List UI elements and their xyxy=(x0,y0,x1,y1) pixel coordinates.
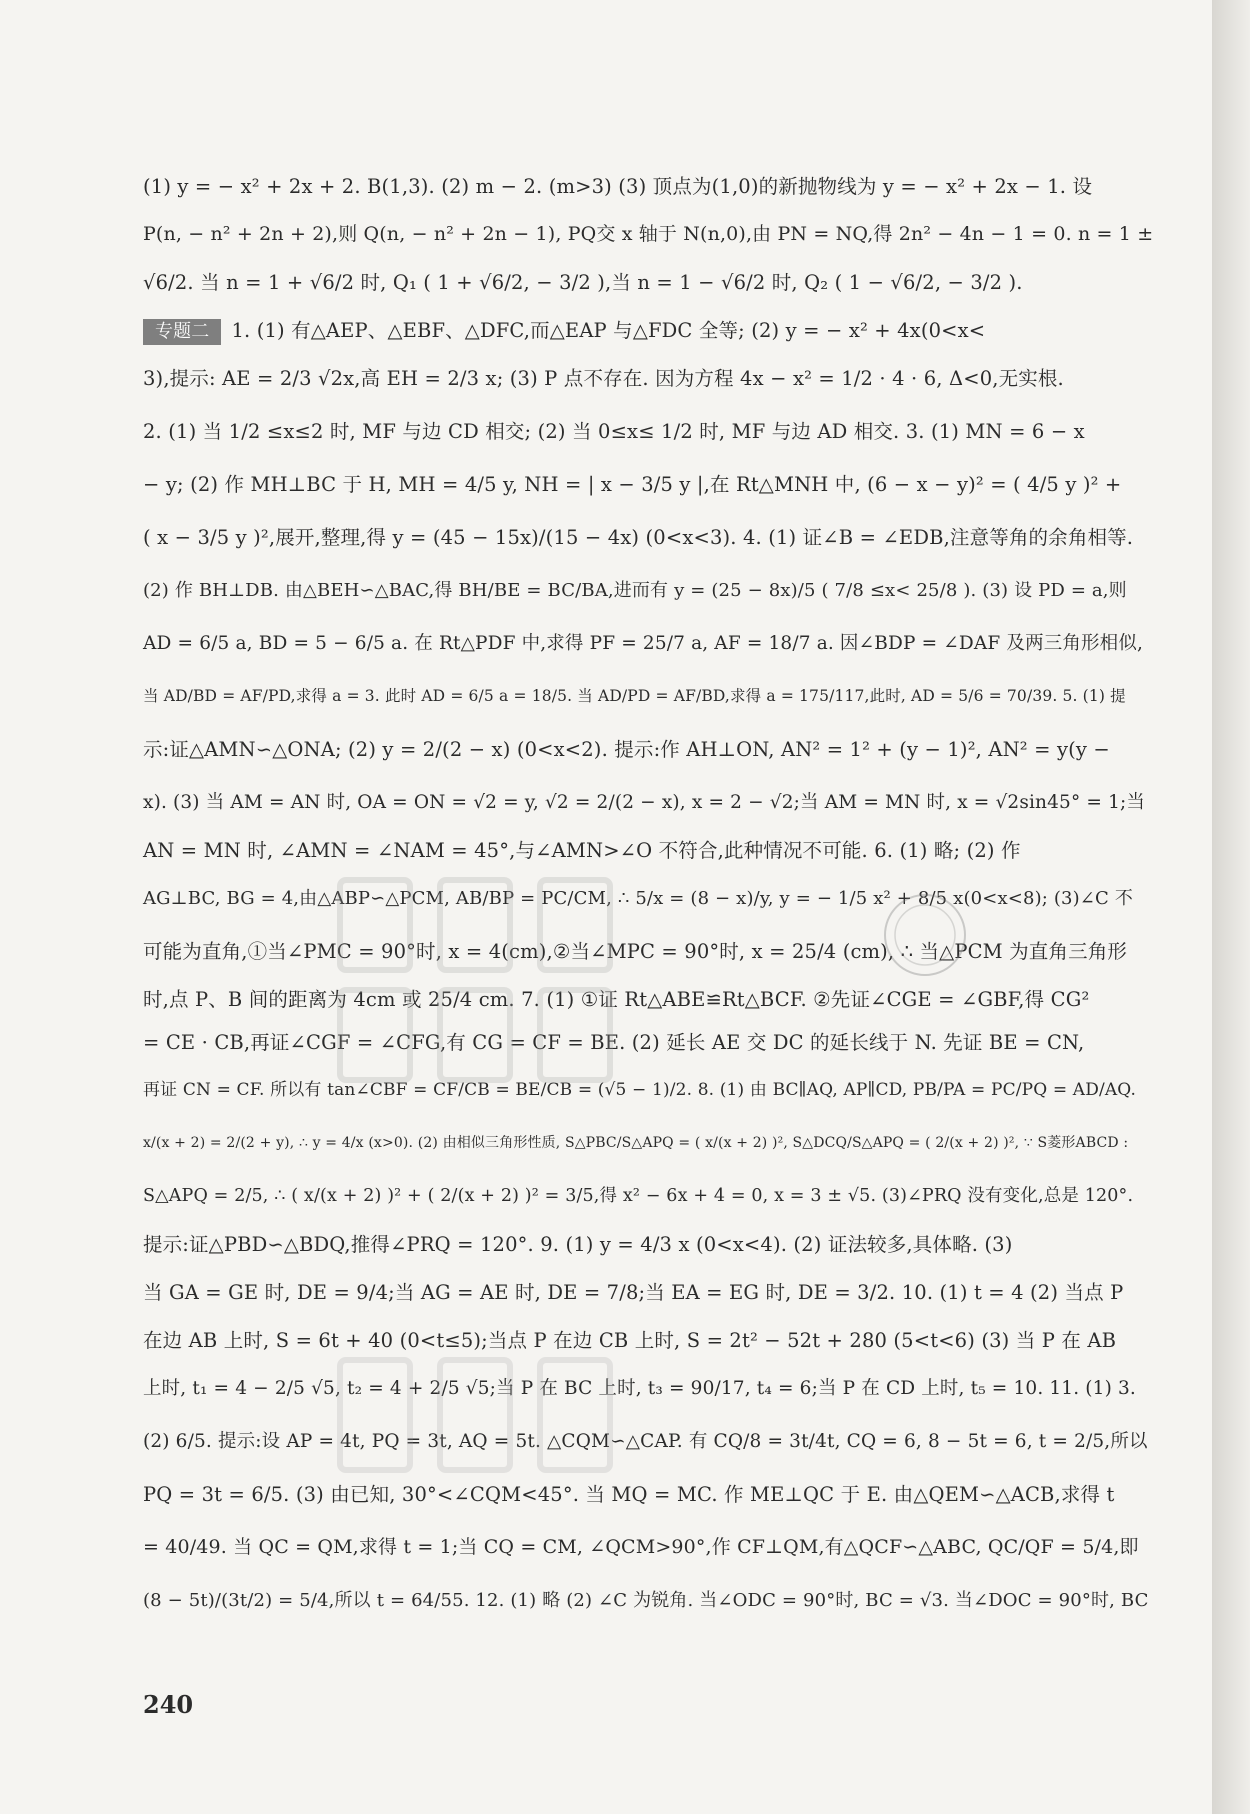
text-line: AG⊥BC, BG = 4,由△ABP∽△PCM, AB/BP = PC/CM, ∴ 5/x = (8 − x)/y, y = − 1/5 x² + 8/5 x(0<x<8); (3)∠C 不 xyxy=(143,888,1133,909)
text-line: AN = MN 时, ∠AMN = ∠NAM = 45°,与∠AMN>∠O 不符合,此种情况不可能. 6. (1) 略; (2) 作 xyxy=(143,839,1021,862)
page-edge xyxy=(1212,0,1250,1814)
text-line: P(n, − n² + 2n + 2),则 Q(n, − n² + 2n − 1), PQ交 x 轴于 N(n,0),由 PN = NQ,得 2n² − 4n − 1 = 0. n = 1 ± xyxy=(143,223,1154,245)
text-line: 上时, t₁ = 4 − 2/5 √5, t₂ = 4 + 2/5 √5;当 P 在 BC 上时, t₃ = 90/17, t₄ = 6;当 P 在 CD 上时, t₅ = 10. 11. (1) 3. xyxy=(143,1378,1136,1399)
text-line-with-badge xyxy=(143,309,1153,352)
text-line: PQ = 3t = 6/5. (3) 由已知, 30°<∠CQM<45°. 当 MQ = MC. 作 ME⊥QC 于 E. 由△QEM∽△ACB,求得 t xyxy=(143,1483,1115,1506)
text-line: = 40/49. 当 QC = QM,求得 t = 1;当 CQ = CM, ∠QCM>90°,作 CF⊥QM,有△QCF∽△ABC, QC/QF = 5/4,即 xyxy=(143,1536,1139,1558)
text-line: (2) 作 BH⊥DB. 由△BEH∽△BAC,得 BH/BE = BC/BA,进而有 y = (25 − 8x)/5 ( 7/8 ≤x< 25/8 ). (3) 设 PD = a,则 xyxy=(143,580,1127,601)
page-number: 240 xyxy=(143,1690,194,1719)
text-line: 3),提示: AE = 2/3 √2x,高 EH = 2/3 x; (3) P 点不存在. 因为方程 4x − x² = 1/2 · 4 · 6, Δ<0,无实根. xyxy=(143,367,1064,390)
text-line: 1. (1) 有△AEP、△EBF、△DFC,而△EAP 与△FDC 全等; (2) y = − x² + 4x(0<x< xyxy=(231,319,986,342)
text-line: 可能为直角,①当∠PMC = 90°时, x = 4(cm),②当∠MPC = 90°时, x = 25/4 (cm), ∴ 当△PCM 为直角三角形 xyxy=(143,940,1128,963)
text-line: − y; (2) 作 MH⊥BC 于 H, MH = 4/5 y, NH = | x − 3/5 y |,在 Rt△MNH 中, (6 − x − y)² = ( 4/5 y )² + xyxy=(143,473,1122,496)
text-line: ( x − 3/5 y )²,展开,整理,得 y = (45 − 15x)/(15 − 4x) (0<x<3). 4. (1) 证∠B = ∠EDB,注意等角的余角相等. xyxy=(143,526,1134,549)
text-line: (2) 6/5. 提示:设 AP = 4t, PQ = 3t, AQ = 5t. △CQM∽△CAP. 有 CQ/8 = 3t/4t, CQ = 6, 8 − 5t = 6, t = 2/5,所以 xyxy=(143,1431,1148,1452)
text-line: 当 GA = GE 时, DE = 9/4;当 AG = AE 时, DE = 7/8;当 EA = EG 时, DE = 3/2. 10. (1) t = 4 (2) 当点 P xyxy=(143,1281,1124,1304)
text-line: (8 − 5t)/(3t/2) = 5/4,所以 t = 64/55. 12. (1) 略 (2) ∠C 为锐角. 当∠ODC = 90°时, BC = √3. 当∠DOC = 90°时, BC xyxy=(143,1590,1149,1611)
text-line: 2. (1) 当 1/2 ≤x≤2 时, MF 与边 CD 相交; (2) 当 0≤x≤ 1/2 时, MF 与边 AD 相交. 3. (1) MN = 6 − x xyxy=(143,420,1085,443)
text-line: 示:证△AMN∽△ONA; (2) y = 2/(2 − x) (0<x<2). 提示:作 AH⊥ON, AN² = 1² + (y − 1)², AN² = y(y − xyxy=(143,738,1110,761)
text-line: AD = 6/5 a, BD = 5 − 6/5 a. 在 Rt△PDF 中,求得 PF = 25/7 a, AF = 18/7 a. 因∠BDP = ∠DAF 及两三角形相似, xyxy=(143,633,1144,654)
stamp-seal xyxy=(880,890,970,980)
text-line: 在边 AB 上时, S = 6t + 40 (0<t≤5);当点 P 在边 CB 上时, S = 2t² − 52t + 280 (5<t<6) (3) 当 P 在 AB xyxy=(143,1329,1117,1352)
text-line: 再证 CN = CF. 所以有 tan∠CBF = CF/CB = BE/CB = (√5 − 1)/2. 8. (1) 由 BC∥AQ, AP∥CD, PB/PA = PC/PQ = AD/AQ. xyxy=(143,1080,1137,1100)
text-line: = CE · CB,再证∠CGF = ∠CFG,有 CG = CF = BE. (2) 延长 AE 交 DC 的延长线于 N. 先证 BE = CN, xyxy=(143,1031,1085,1054)
text-line: 当 AD/BD = AF/PD,求得 a = 3. 此时 AD = 6/5 a = 18/5. 当 AD/PD = AF/BD,求得 a = 175/117,此时, AD = 5/6 = 70/39. 5. (1) 提 xyxy=(143,687,1126,705)
text-line: x). (3) 当 AM = AN 时, OA = ON = √2 = y, √2 = 2/(2 − x), x = 2 − √2;当 AM = MN 时, x = √2sin45° = 1;当 xyxy=(143,792,1146,813)
text-line: 提示:证△PBD∽△BDQ,推得∠PRQ = 120°. 9. (1) y = 4/3 x (0<x<4). (2) 证法较多,具体略. (3) xyxy=(143,1233,1013,1256)
text-line: (1) y = − x² + 2x + 2. B(1,3). (2) m − 2. (m>3) (3) 顶点为(1,0)的新抛物线为 y = − x² + 2x − 1. 设 xyxy=(143,175,1093,198)
text-line: S△APQ = 2/5, ∴ ( x/(x + 2) )² + ( 2/(x + 2) )² = 3/5,得 x² − 6x + 4 = 0, x = 3 ± √5. (3)∠PRQ 没有变化,总是 120°. xyxy=(143,1186,1134,1206)
text-line: x/(x + 2) = 2/(2 + y), ∴ y = 4/x (x>0). (2) 由相似三角形性质, S△PBC/S△APQ = ( x/(x + 2) )², S△DCQ/S△APQ = ( 2/(x + 2) )², ∵ S菱形ABCD : xyxy=(143,1135,1129,1151)
text-line: √6/2. 当 n = 1 + √6/2 时, Q₁ ( 1 + √6/2, − 3/2 ),当 n = 1 − √6/2 时, Q₂ ( 1 − √6/2, − 3/2 ). xyxy=(143,271,1023,294)
section-badge: 专题二 xyxy=(143,319,221,345)
text-line: 时,点 P、B 间的距离为 4cm 或 25/4 cm. 7. (1) ①证 Rt△ABE≌Rt△BCF. ②先证∠CGE = ∠GBF,得 CG² xyxy=(143,988,1090,1011)
answer-text-block xyxy=(143,160,1153,1627)
